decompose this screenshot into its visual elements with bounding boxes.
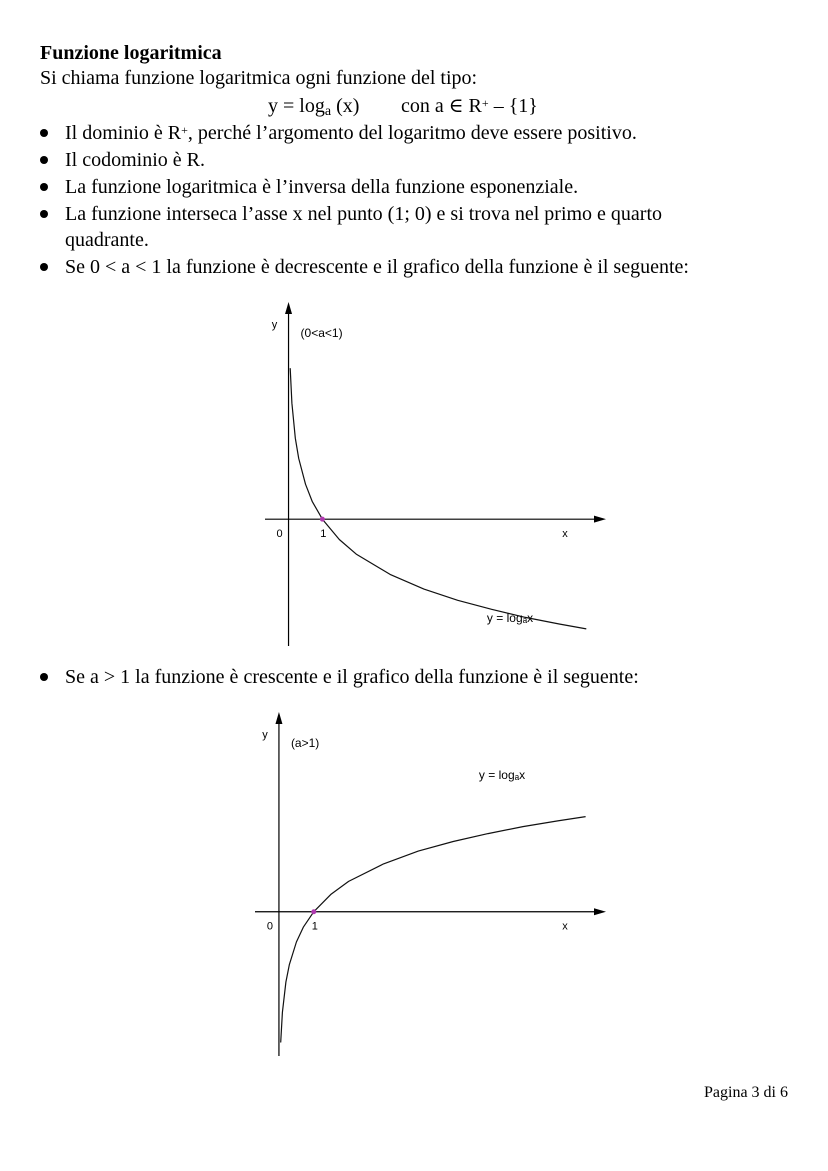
page-title: Funzione logaritmica <box>40 42 222 64</box>
tick-label: 1 <box>320 528 327 541</box>
bullet-intersection-line2: quadrante. <box>65 229 149 251</box>
bullet-dot <box>40 673 48 681</box>
bullet-domain-post: , perché l’argomento del logaritmo deve essere positivo. <box>187 122 637 144</box>
formula-y-eq: y = log <box>268 95 325 117</box>
bullet-dot <box>40 263 48 271</box>
chart-title: (a>1) <box>290 736 320 750</box>
origin-label: 0 <box>276 528 283 541</box>
y-axis-label: y <box>262 729 268 741</box>
formula-sup: + <box>481 96 489 110</box>
intersection-point <box>311 909 316 914</box>
x-axis-arrow <box>594 516 606 523</box>
curve-label: y = logₐx <box>486 611 534 625</box>
bullet-increasing: Se a > 1 la funzione è crescente e il grafico della funzione è il seguente: <box>65 666 639 688</box>
formula-base: a <box>324 104 332 119</box>
bullet-domain-sup: + <box>181 123 188 137</box>
bullet-inverse: La funzione logaritmica è l’inversa della funzione esponenziale. <box>65 176 579 198</box>
page-footer: Pagina 3 di 6 <box>704 1084 788 1101</box>
bullet-domain <box>65 120 637 146</box>
formula-cond: con a ∈ R <box>401 95 482 117</box>
x-axis-label: x <box>562 528 568 541</box>
intersection-point <box>320 517 325 522</box>
y-axis-arrow <box>275 712 282 724</box>
y-axis-label: y <box>271 319 278 331</box>
formula <box>268 94 359 121</box>
y-axis-arrow <box>285 302 292 314</box>
bullet-codomain: Il codominio è R. <box>65 149 205 171</box>
formula-set: – {1} <box>488 95 538 117</box>
bullet-decreasing: Se 0 < a < 1 la funzione è decrescente e il grafico della funzione è il seguente: <box>65 256 689 278</box>
x-axis-arrow <box>594 908 606 915</box>
chart-decreasing <box>230 300 610 650</box>
tick-label: 1 <box>311 920 318 933</box>
bullet-dot <box>40 129 48 137</box>
x-axis-label: x <box>562 920 568 933</box>
origin-label: 0 <box>266 920 274 933</box>
formula-condition <box>401 94 538 118</box>
chart-title: (0<a<1) <box>300 326 343 340</box>
intro-text: Si chiama funzione logaritmica ogni funzione del tipo: <box>40 67 478 89</box>
formula-arg: (x) <box>331 95 360 117</box>
log-curve <box>281 817 586 1043</box>
curve-label: y = logₐx <box>478 768 526 782</box>
log-curve <box>290 368 586 629</box>
chart-increasing <box>230 710 610 1060</box>
bullet-dot <box>40 210 48 218</box>
bullet-intersection-line1: La funzione interseca l’asse x nel punto (1; 0) e si trova nel primo e quarto <box>65 203 663 225</box>
bullet-dot <box>40 156 48 164</box>
bullet-dot <box>40 183 48 191</box>
bullet-domain-pre: Il dominio è R <box>65 122 182 144</box>
